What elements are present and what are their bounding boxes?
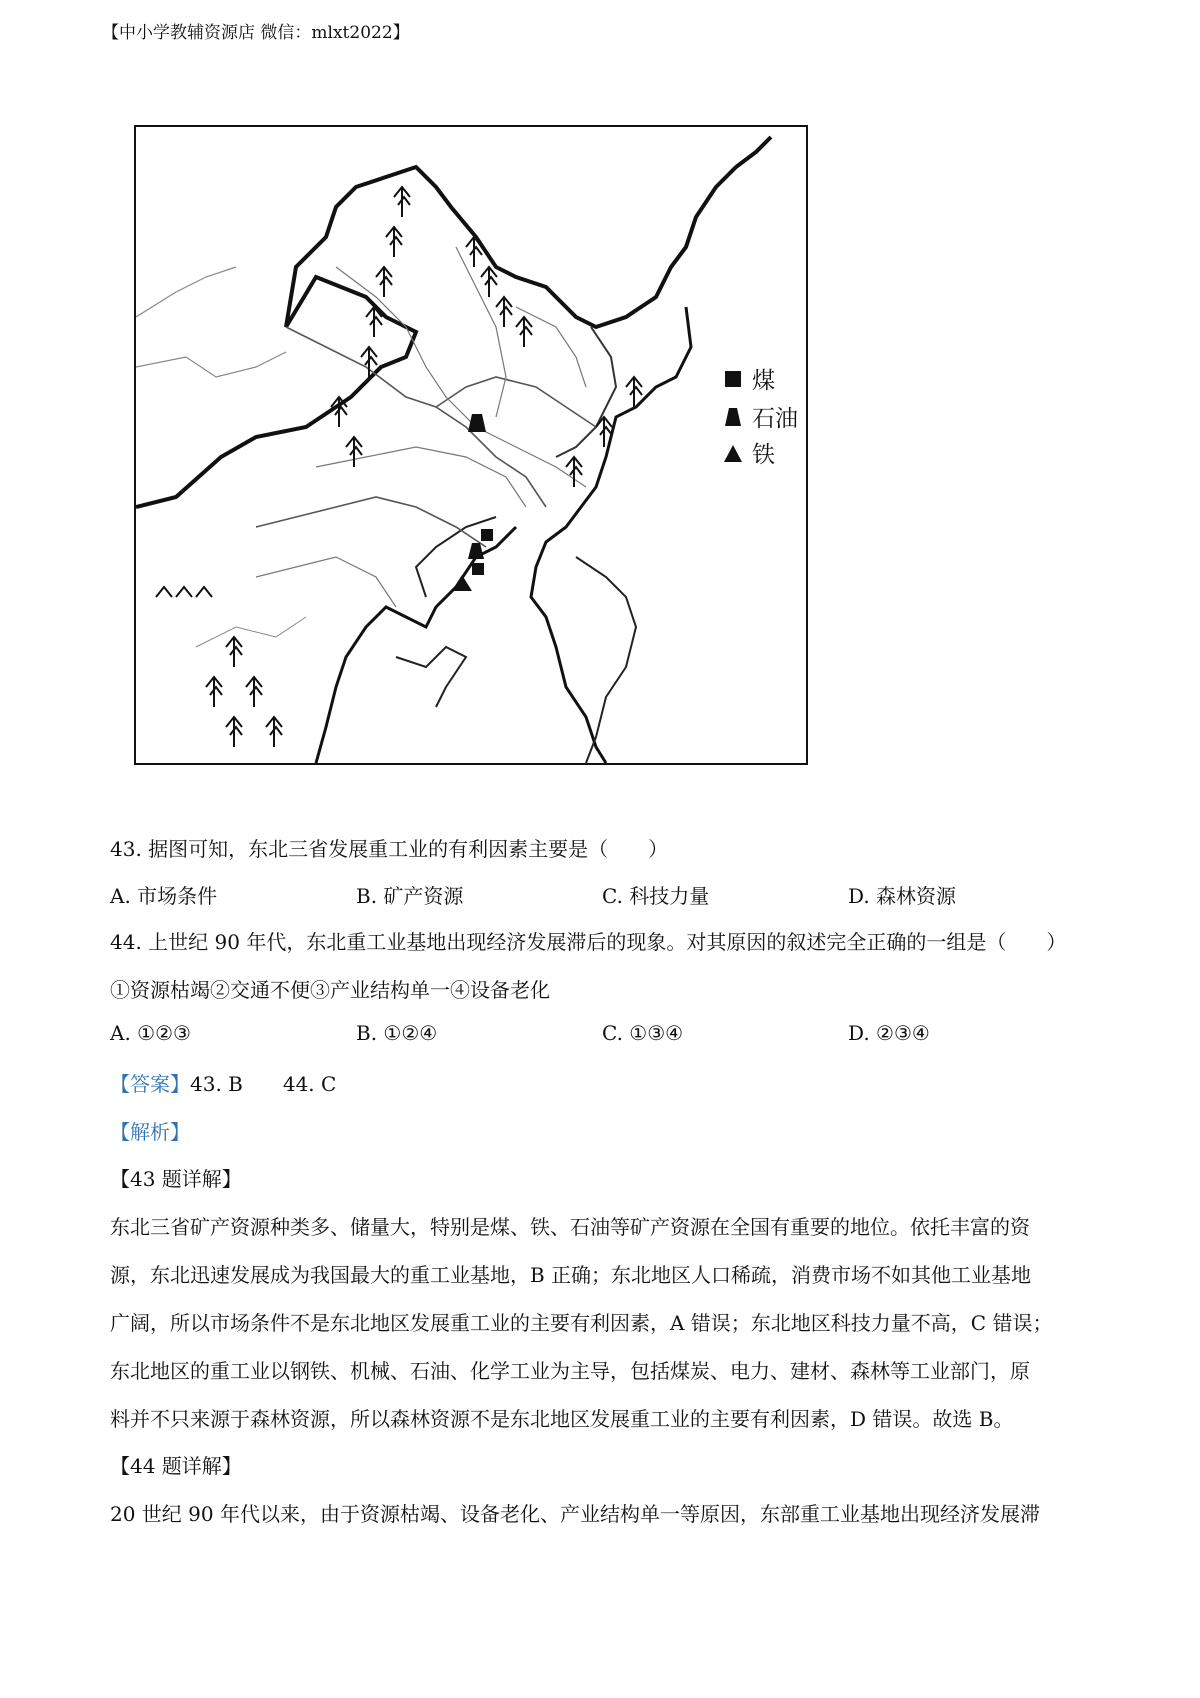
northeast-china-map <box>134 125 808 765</box>
map-legend-panel <box>722 362 812 472</box>
coal-symbol <box>481 529 493 541</box>
q43-option-a: A. 市场条件 <box>110 884 218 908</box>
detail-43-line: 源，东北迅速发展成为我国最大的重工业基地，B 正确；东北地区人口稀疏，消费市场不如其他工业基地 <box>110 1263 1032 1287</box>
legend-label: 煤 <box>752 368 775 394</box>
question-44-choices: ①资源枯竭②交通不便③产业结构单一④设备老化 <box>110 978 550 1002</box>
q44-option-c: C. ①③④ <box>602 1021 684 1045</box>
detail-43-line: 料并不只来源于森林资源，所以森林资源不是东北地区发展重工业的主要有利因素，D 错误。故选 B。 <box>110 1407 1014 1431</box>
detail-43-line: 东北三省矿产资源种类多、储量大，特别是煤、铁、石油等矿产资源在全国有重要的地位。依托丰富的资 <box>110 1215 1030 1239</box>
oil-symbol <box>468 543 484 559</box>
legend-label: 石油 <box>752 406 798 432</box>
trapezoid-icon <box>722 406 744 428</box>
legend-iron <box>722 436 775 469</box>
oil-symbol <box>468 414 486 432</box>
coal-symbol <box>472 563 484 575</box>
q43-option-c: C. 科技力量 <box>602 884 710 908</box>
answer-tag: 【答案】 <box>110 1072 190 1096</box>
map-drawing <box>136 127 806 763</box>
question-43-stem: 43. 据图可知，东北三省发展重工业的有利因素主要是（ ） <box>110 837 669 861</box>
detail-43-line: 东北地区的重工业以钢铁、机械、石油、化学工业为主导，包括煤炭、电力、建材、森林等工业部门，原 <box>110 1359 1030 1383</box>
q43-option-d: D. 森林资源 <box>848 884 957 908</box>
q43-option-b: B. 矿产资源 <box>356 884 464 908</box>
answer-line <box>110 1068 336 1097</box>
detail-43-title: 【43 题详解】 <box>110 1167 242 1191</box>
analysis-tag: 【解析】 <box>110 1120 190 1144</box>
q44-option-a: A. ①②③ <box>110 1021 191 1045</box>
detail-44-title: 【44 题详解】 <box>110 1454 242 1478</box>
detail-44-line: 20 世纪 90 年代以来，由于资源枯竭、设备老化、产业结构单一等原因，东部重工业基地出现经济发展滞 <box>110 1502 1040 1526</box>
page-header: 【中小学教辅资源店 微信：mlxt2022】 <box>102 23 410 43</box>
square-icon <box>722 368 744 390</box>
legend-label: 铁 <box>752 442 775 468</box>
answer-text: 43. B 44. C <box>190 1072 337 1096</box>
iron-symbol <box>452 575 472 591</box>
detail-43-line: 广阔，所以市场条件不是东北地区发展重工业的主要有利因素，A 错误；东北地区科技力量不高，C 错误； <box>110 1311 1053 1335</box>
legend-coal <box>722 362 775 395</box>
legend-oil <box>722 400 798 433</box>
q44-option-b: B. ①②④ <box>356 1021 438 1045</box>
triangle-icon <box>722 442 744 464</box>
question-44-stem: 44. 上世纪 90 年代，东北重工业基地出现经济发展滞后的现象。对其原因的叙述完全正确的一组是（ ） <box>110 930 1067 954</box>
q44-option-d: D. ②③④ <box>848 1021 930 1045</box>
